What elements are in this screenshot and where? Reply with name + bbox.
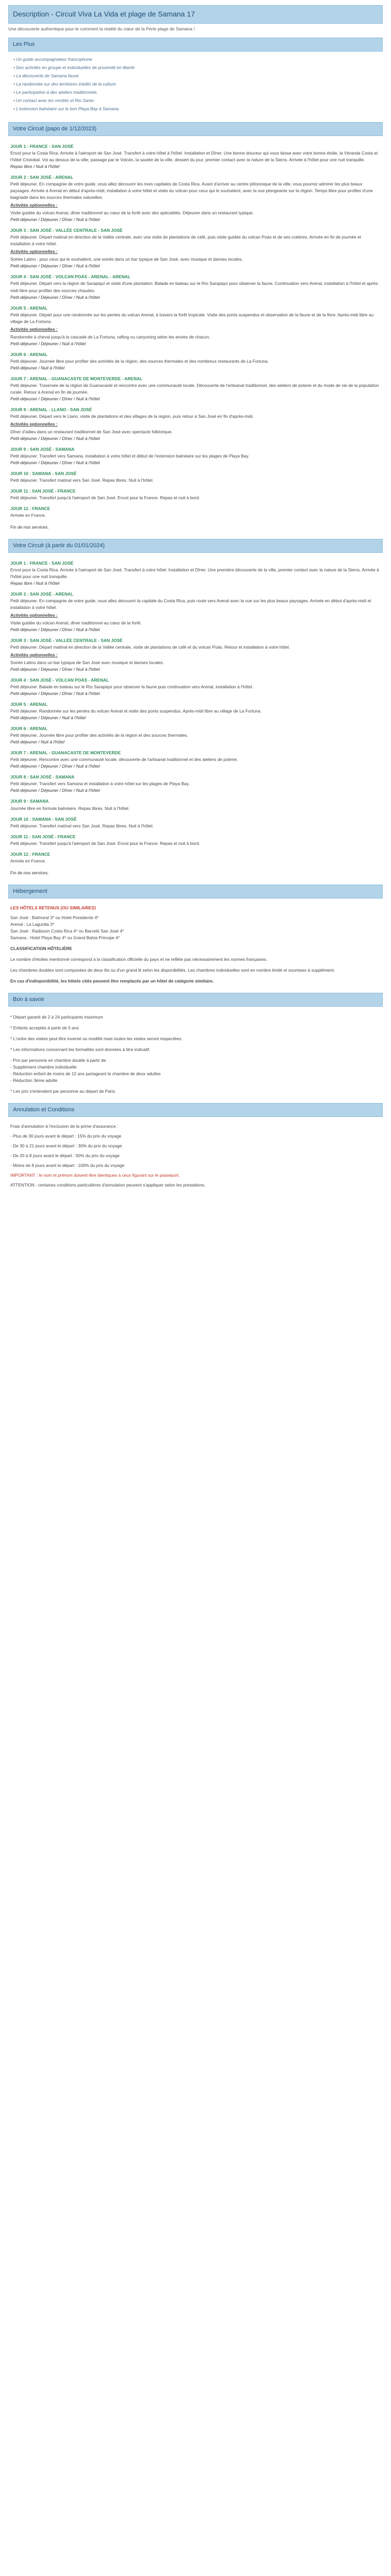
day-text: Petit déjeuner. Transfert vers Samana, installation à votre hôtel et début de l'extension balnéaire sur les plages de Playa Bay.	[10, 453, 250, 459]
highlights-section	[8, 52, 383, 117]
day-block	[10, 446, 381, 466]
activities-heading: Activités optionnelles :	[10, 249, 58, 255]
day-block	[10, 591, 381, 633]
day-title: JOUR 7 : ARENAL - GUANACASTE DE MONTEVERDE	[10, 750, 121, 756]
day-title: JOUR 10 : SAMANA - SAN JOSÉ	[10, 816, 77, 822]
day-title: JOUR 8 : SAN JOSÉ - SAMANA	[10, 774, 75, 780]
end-note: Fin de nos services.	[10, 870, 49, 875]
day-block	[10, 774, 381, 794]
day-block	[10, 637, 381, 673]
day-meals: Petit-déjeuner / Déjeuner / Dîner / Nuit à l'hôtel	[10, 435, 100, 441]
day-title: JOUR 11 : SAN JOSÉ - FRANCE	[10, 834, 76, 839]
day-meals: Repas libre / Nuit à l'hôtel	[10, 164, 60, 170]
day-meals: Petit-déjeuner / Déjeuner / Dîner / Nuit à l'hôtel	[10, 263, 100, 269]
day-block	[10, 305, 381, 347]
day-text: Petit déjeuner. Rencontre avec une communauté locale, découverte de l'artisanat traditionnel et des ateliers de poterie.	[10, 757, 238, 762]
day-text: Petit déjeuner. Transfert vers Samana et installation à votre hôtel sur les plages de Playa Bay.	[10, 781, 190, 787]
day-title: JOUR 3 : SAN JOSÉ - VALLÉE CENTRALE - SAN JOSÉ	[10, 638, 123, 643]
cancellation-item: - De 30 à 21 jours avant le départ : 30% du prix du voyage	[10, 1143, 122, 1149]
itinerary-heading: Votre Circuit (papo de 1/12/2023)	[8, 122, 383, 136]
hotels-note: En cas d'indisponibilité, les hôtels cités peuvent être remplacés par un hôtel de catégorie similaire.	[10, 978, 214, 984]
hotel-item: San José : Radisson Costa Rica 4* ou Barceló San José 4*	[10, 928, 124, 934]
day-title: JOUR 8 : ARENAL - LLANO - SAN JOSÉ	[10, 406, 92, 412]
day-title: JOUR 3 : SAN JOSÉ - VALLÉE CENTRALE - SAN JOSÉ	[10, 228, 123, 233]
day-title: JOUR 6 : ARENAL	[10, 351, 48, 357]
page-title: Description - Circuit Viva La Vida et plage de Samana 17	[8, 5, 383, 24]
highlights-list	[10, 56, 381, 112]
day-text: Petit déjeuner. Transfert jusqu'à l'aéroport de San José. Envol pour la France. Repas et nuit à bord.	[10, 840, 200, 846]
day-text: Arrivée en France.	[10, 858, 46, 863]
day-title: JOUR 10 : SAMANA - SAN JOSÉ	[10, 470, 77, 476]
day-meals: Petit-déjeuner / Déjeuner / Nuit à l'hôtel	[10, 715, 86, 721]
day-block	[10, 725, 381, 745]
day-title: JOUR 12 : FRANCE	[10, 505, 51, 511]
rooms-text: Les chambres doubles sont composées de deux lits ou d'un grand lit selon les disponibilités. Les chambres individuelles sont en nombre limité et soumises à supplément.	[10, 967, 335, 973]
day-block	[10, 351, 381, 371]
day-meals: Petit-déjeuner / Nuit à l'hôtel	[10, 739, 64, 745]
day-meals: Petit-déjeuner / Déjeuner / Nuit à l'hôtel	[10, 341, 86, 346]
price-note: * Les prix s'entendent par personne au départ de Paris.	[10, 1088, 117, 1094]
day-block	[10, 227, 381, 269]
day-meals: Petit-déjeuner / Déjeuner / Dîner / Nuit à l'hôtel	[10, 217, 100, 223]
itinerary-section	[8, 136, 383, 534]
day-text: Petit déjeuner. Journée libre pour profiter des activités de la région, des sources thermales et des nombreux restaurants de La Fortuna.	[10, 358, 269, 364]
day-meals: Petit-déjeuner / Nuit à l'hôtel	[10, 365, 64, 370]
hotel-list	[10, 914, 381, 941]
day-block	[10, 816, 381, 829]
highlight-item: • Des activités en groupe et individuelles de proximité en liberté	[13, 64, 381, 71]
hotel-item: San José : Balmoral 3* ou Hotel Presidente 4*	[10, 914, 99, 920]
day-title: JOUR 9 : SAN JOSÉ - SAMANA	[10, 446, 75, 452]
cancellation-section	[8, 1117, 383, 1192]
highlight-item: • La randonnée sur des territoires inédits de la culture	[13, 81, 381, 88]
hotels-section	[8, 899, 383, 988]
highlights-heading: Les Plus	[8, 38, 383, 52]
day-block	[10, 143, 381, 170]
day-block	[10, 470, 381, 484]
cancellation-item: - Plus de 30 jours avant le départ : 15% du prix du voyage	[10, 1133, 122, 1139]
day-text: Petit déjeuner. Transfert jusqu'à l'aéroport de San José. Envol pour la France. Repas et nuit à bord.	[10, 495, 200, 500]
day-block	[10, 798, 381, 811]
intro-text: Une découverte authentique pour le comment la réalité du cœur de la Perle plage de Samana !	[8, 26, 195, 31]
day-block	[10, 376, 381, 402]
day-title: JOUR 1 : FRANCE - SAN JOSÉ	[10, 561, 74, 566]
day-meals: Petit-déjeuner / Déjeuner / Dîner / Nuit à l'hôtel	[10, 627, 100, 633]
price-item: - Supplément chambre individuelle	[10, 1064, 77, 1070]
day-block	[10, 677, 381, 697]
activities-heading: Activités optionnelles :	[10, 652, 58, 658]
day-title: JOUR 5 : ARENAL	[10, 702, 48, 707]
day-text: Envol pour la Costa Rica. Arrivée à l'aéroport de San José. Transfert à votre hôtel à l'hôtel. Installation et Dîner. Une bonne douceur qui vous laisse avec votre bonne étoile, la Véranda Costa et l'hôtel Cristobal. Vol au dessus de la ville, passage par le Volcán, la sautée de la ville, dessert du jour, premier contact avec la nature de la Sierra. Arrivée à l'hôtel pour une nuit tranquille.	[10, 150, 378, 163]
day-text: Petit déjeuner. Transfert matinal vers San José. Repas libres. Nuit à l'hôtel.	[10, 477, 154, 483]
price-item: - Prix par personne en chambre double à partir de	[10, 1057, 106, 1063]
day-block	[10, 406, 381, 442]
highlight-item: • Le participation à des ateliers traditionnels	[13, 89, 381, 96]
activities-text: Dîner d'adieu dans un restaurant traditionnel de San José avec spectacle folklorique.	[10, 429, 173, 434]
day-block	[10, 274, 381, 300]
day-text: Petit déjeuner. Balade en bateau sur le Río Sarapiquí pour observer la faune puis continuation vers Arenal, installation à l'hôtel.	[10, 684, 253, 690]
day-text: Petit déjeuner. En compagnie de votre guide, vous allez découvrir les rives capitales de Costa Rica. Avant d'arriver au centre pittoresque de la ville, vous pourrez admirer les plus beaux paysages. Arrivée à Arenal en début d'après-midi, installation à votre hôtel et visite du volcan pour ceux qui le souhaitent, avec la vue plongeante sur la région. Temps libre pour profiter d'une baignade dans les sources thermales naturelles.	[10, 181, 373, 200]
price-item: - Réduction enfant de moins de 12 ans partageant la chambre de deux adultes	[10, 1071, 161, 1076]
day-text: Petit déjeuner. Journée libre pour profiter des activités de la région et des sources thermales.	[10, 733, 188, 738]
attention-note: ATTENTION : certaines conditions particulières d'annulation peuvent s'appliquer selon les prestations.	[10, 1182, 206, 1188]
price-list	[10, 1057, 381, 1084]
cancellation-heading: Annulation et Conditions	[8, 1103, 383, 1117]
page	[0, 5, 391, 1212]
day-block	[10, 851, 381, 865]
highlight-item: • Un contact avec les remblis et Rio Santo	[13, 97, 381, 104]
day-text: Petit déjeuner. Départ matinal en direction de la Vallée centrale, visite de plantations de café et du volcan Poás. Retour et installation à votre hôtel.	[10, 645, 290, 650]
activities-heading: Activités optionnelles :	[10, 421, 58, 427]
day-text: Petit déjeuner. En compagnie de votre guide, vous allez découvrir la capitale du Costa Rica, puis route vers Arenal avec la vue sur les plus beaux paysages. Arrivée en début d'après-midi et installation à votre hôtel.	[10, 598, 371, 611]
activities-text: Soirée Latino dans un bar typique de San José avec musique et danses locales.	[10, 660, 164, 666]
day-title: JOUR 7 : ARENAL - GUANACASTE DE MONTEVERDE - ARENAL	[10, 376, 143, 381]
cancellation-text: Frais d'annulation à l'exclusion de la prime d'assurance :	[10, 1124, 119, 1129]
hotel-item: Samana : Hotel Playa Bay 4* ou Grand Bahia Principe 4*	[10, 935, 120, 940]
day-title: JOUR 4 : SAN JOSÉ - VOLCAN POÁS - ARENAL - ARENAL	[10, 274, 131, 280]
day-block	[10, 174, 381, 223]
hotels-heading: Hébergement	[8, 885, 383, 899]
activities-heading: Activités optionnelles :	[10, 326, 58, 332]
classification-text: Le nombre d'étoiles mentionné correspond à la classification officielle du pays et ne reflète pas nécessairement les normes françaises.	[10, 956, 268, 962]
highlight-item: • Un guide accompagnateur francophone	[13, 56, 381, 63]
itinerary-alt-section	[8, 553, 383, 879]
activities-heading: Activités optionnelles :	[10, 613, 58, 618]
itinerary-alt-heading: Votre Circuit (à partir du 01/01/2024)	[8, 539, 383, 553]
day-text: Envol pour la Costa Rica. Arrivée à l'aéroport de San José. Transfert à votre hôtel. Installation et Dîner. Une première découverte de la ville, premier contact avec la nature de la Sierra. Arrivée à l'hôtel pour une nuit tranquille.	[10, 567, 379, 580]
day-block	[10, 560, 381, 587]
day-meals: Petit-déjeuner / Déjeuner / Dîner / Nuit à l'hôtel	[10, 788, 100, 793]
activities-heading: Activités optionnelles :	[10, 202, 58, 208]
day-text: Petit déjeuner. Départ pour une randonnée sur les pentes du volcan Arenal, à travers la forêt tropicale. Visite des ponts suspendus et observation de la faune et de la flore. Après-midi libre au village de La Fortuna.	[10, 312, 374, 324]
day-title: JOUR 4 : SAN JOSÉ - VOLCAN POÁS - ARENAL	[10, 677, 109, 683]
day-text: Petit déjeuner. Départ vers le Llano, visite de plantations et des villages de la région, puis retour à San José en fin d'après-midi.	[10, 413, 254, 419]
good-to-know-item: * L'ordre des visites peut être inversé ou modifié mais toutes les visites seront respectées.	[10, 1036, 183, 1041]
day-text: Arrivée en France.	[10, 512, 46, 518]
hotels-subheading: LES HÔTELS RETENUS (OU SIMILAIRES)	[10, 905, 96, 910]
day-title: JOUR 2 : SAN JOSÉ - ARENAL	[10, 175, 74, 180]
day-block	[10, 488, 381, 501]
day-text: Petit déjeuner. Randonnée sur les pentes du volcan Arenal et visite des ponts suspendus. Après-midi libre au village de La Fortuna.	[10, 708, 262, 714]
day-block	[10, 750, 381, 770]
activities-text: Visite guidée du volcan Arenal, dîner traditionnel au cœur de la forêt avec des spécialités. Déjeuner dans un restaurant typique.	[10, 210, 254, 216]
activities-text: Randonnée à cheval jusqu'à la cascade de La Fortuna, rafting ou canyoning selon les envies de chacun.	[10, 334, 210, 340]
day-text: Petit déjeuner. Transfert matinal vers San José. Repas libres. Nuit à l'hôtel.	[10, 823, 154, 828]
good-to-know-item: * Enfants acceptés à partir de 5 ans	[10, 1025, 79, 1030]
day-meals: Petit-déjeuner / Déjeuner / Dîner / Nuit à l'hôtel	[10, 691, 100, 697]
day-meals: Petit-déjeuner / Déjeuner / Dîner / Nuit à l'hôtel	[10, 764, 100, 769]
price-item: - Réduction 3ème adulte	[10, 1077, 58, 1083]
activities-text: Visite guidée du volcan Arenal, dîner traditionnel au cœur de la forêt.	[10, 620, 142, 626]
day-text: Petit déjeuner. Traversée de la région de Guanacaste et rencontre avec une communauté locale. Découverte de l'artisanat traditionnel, des ateliers de poterie et du mode de vie de la population rurale. Retour à Arenal en fin de journée.	[10, 382, 379, 395]
day-meals: Petit-déjeuner / Déjeuner / Dîner / Nuit à l'hôtel	[10, 294, 100, 300]
day-title: JOUR 11 : SAN JOSÉ - FRANCE	[10, 488, 76, 494]
classification-heading: CLASSIFICATION HÔTELIÈRE	[10, 945, 72, 951]
day-text: Petit déjeuner. Départ vers la région de Sarapiquí et visite d'une plantation. Balade en bateau sur le Río Sarapiquí pour observer la faune. Continuation vers Arenal, installation à l'hôtel et après-midi libre pour profiter des sources chaudes.	[10, 281, 379, 293]
end-note: Fin de nos services.	[10, 524, 49, 530]
day-block	[10, 505, 381, 519]
day-meals: Petit-déjeuner / Déjeuner / Dîner / Nuit à l'hôtel	[10, 396, 100, 401]
day-block	[10, 834, 381, 847]
hotel-item: Arenal : La Lagunita 3*	[10, 921, 55, 927]
day-text: Petit déjeuner. Départ matinal en direction de la Vallée centrale, avec une visite de plantations de café, puis visite guidée du volcan Poás et de ses cratères. Arrivée en fin de journée et installation à votre hôtel.	[10, 234, 362, 247]
good-to-know-item: * Les informations concernant les formalités sont données à titre indicatif.	[10, 1046, 151, 1052]
good-to-know-item: * Départ garanti de 2 à 24 participants maximum	[10, 1014, 103, 1020]
cancellation-item: - De 20 à 8 jours avant le départ : 50% du prix du voyage	[10, 1153, 120, 1159]
highlight-item: • L'extension balnéaire sur le bon Playa Bay à Samana	[13, 106, 381, 112]
highlight-item: • La découverte de Samana fauve	[13, 73, 381, 79]
cancellation-item: - Moins de 8 jours avant le départ : 100% du prix du voyage	[10, 1163, 125, 1168]
day-meals: Petit-déjeuner / Déjeuner / Dîner / Nuit à l'hôtel	[10, 460, 100, 465]
day-title: JOUR 5 : ARENAL	[10, 305, 48, 311]
day-title: JOUR 1 : FRANCE - SAN JOSÉ	[10, 144, 74, 149]
important-note: IMPORTANT : le nom et prénom doivent être identiques à ceux figurant sur le passeport.	[10, 1173, 180, 1178]
day-meals: Repas libre / Nuit à l'hôtel	[10, 581, 60, 586]
day-title: JOUR 6 : ARENAL	[10, 726, 48, 732]
good-to-know-section	[8, 1007, 383, 1098]
day-block	[10, 701, 381, 721]
activities-text: Soirée Latino : pour ceux qui le souhaitent, une soirée dans un bar typique de San José, avec musique et danses locales.	[10, 257, 243, 262]
day-title: JOUR 9 : SAMANA	[10, 799, 49, 804]
day-meals: Petit-déjeuner / Déjeuner / Dîner / Nuit à l'hôtel	[10, 667, 100, 672]
day-text: Journée libre en formule balnéaire. Repas libres. Nuit à l'hôtel.	[10, 805, 130, 811]
day-title: JOUR 12 : FRANCE	[10, 851, 51, 857]
good-to-know-heading: Bon à savoir	[8, 993, 383, 1007]
day-title: JOUR 2 : SAN JOSÉ - ARENAL	[10, 591, 74, 597]
